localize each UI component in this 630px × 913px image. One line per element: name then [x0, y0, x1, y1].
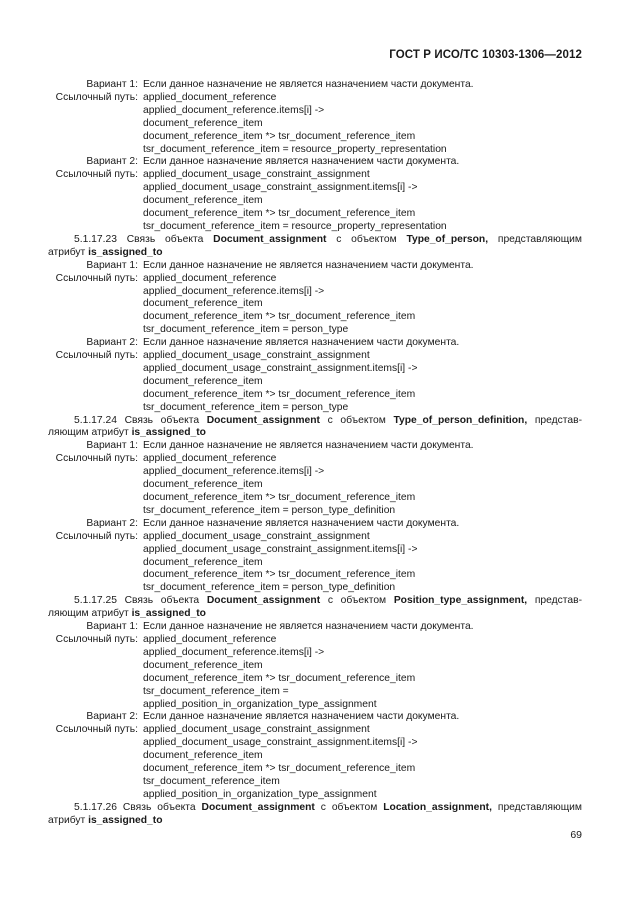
label-spacer [48, 686, 143, 699]
heading-text: с объектом [326, 233, 407, 245]
reference-path-text: document_reference_item [143, 375, 263, 387]
label-spacer [48, 750, 143, 763]
label-spacer [48, 376, 143, 389]
heading-text: представляющим [488, 233, 582, 245]
entity-name: Document_assignment [201, 801, 315, 813]
attribute-name: is_assigned_to [88, 814, 163, 826]
reference-path-text: tsr_document_reference_item = person_type_definition [143, 504, 396, 516]
reference-path-text: tsr_document_reference_item [143, 775, 280, 787]
reference-path-line [48, 221, 582, 234]
entity-name: Position_type_assignment, [393, 595, 528, 607]
label-spacer [48, 286, 143, 299]
reference-path-text: applied_document_reference [143, 633, 277, 645]
document-header: ГОСТ Р ИСО/ТС 10303-1306—2012 [389, 49, 582, 61]
reference-path-row [48, 350, 582, 363]
reference-path-text: applied_document_reference.items[i] -> [143, 646, 325, 658]
reference-path-line [48, 557, 582, 570]
heading-text: ляющим атрибут [48, 427, 132, 439]
label-spacer [48, 105, 143, 118]
entity-name: Document_assignment [206, 595, 321, 607]
reference-path-label: Ссылочный путь: [55, 724, 138, 736]
reference-path-line [48, 582, 582, 595]
reference-path-text: document_reference_item *> tsr_document_reference_item [143, 130, 416, 142]
reference-path-line [48, 699, 582, 712]
reference-path-text: document_reference_item *> tsr_document_reference_item [143, 388, 416, 400]
reference-path-line [48, 118, 582, 131]
reference-path-label: Ссылочный путь: [55, 91, 138, 103]
reference-path-line [48, 647, 582, 660]
label-spacer [48, 363, 143, 376]
reference-path-text: tsr_document_reference_item = resource_property_representation [143, 220, 447, 232]
variant-condition: Если данное назначение не является назначением части документа. [143, 440, 474, 452]
variant-label: Вариант 2: [86, 156, 138, 168]
label-spacer [48, 557, 143, 570]
reference-path-line [48, 737, 582, 750]
reference-path-text: document_reference_item [143, 298, 263, 310]
reference-path-text: applied_document_usage_constraint_assignment.items[i] -> [143, 737, 418, 749]
reference-path-line [48, 105, 582, 118]
reference-path-text: applied_document_usage_constraint_assignment [143, 169, 370, 181]
label-spacer [48, 311, 143, 324]
heading-text: 5.1.17.23 Связь объекта [74, 233, 214, 245]
reference-path-line [48, 208, 582, 221]
heading-text: представ- [527, 595, 583, 607]
label-spacer [48, 699, 143, 712]
reference-path-line [48, 750, 582, 763]
reference-path-line [48, 789, 582, 802]
reference-path-text: document_reference_item *> tsr_document_reference_item [143, 492, 416, 503]
label-spacer [48, 324, 143, 337]
attribute-name: is_assigned_to [131, 427, 206, 439]
heading-text: ляющим атрибут [48, 608, 132, 620]
reference-path-text: document_reference_item [143, 117, 263, 129]
reference-path-line [48, 660, 582, 673]
heading-text: 5.1.17.24 Связь объекта [74, 414, 207, 426]
label-spacer [48, 660, 143, 673]
reference-path-line [48, 182, 582, 195]
reference-path-line [48, 505, 582, 518]
attribute-name: is_assigned_to [131, 608, 206, 620]
entity-name: Location_assignment, [383, 801, 492, 813]
label-spacer [48, 647, 143, 660]
reference-path-line [48, 763, 582, 776]
label-spacer [48, 298, 143, 311]
variant-row [48, 260, 582, 273]
reference-path-text: applied_document_reference.items[i] -> [143, 285, 325, 297]
entity-name: Type_of_person, [406, 233, 489, 245]
reference-path-text: document_reference_item *> tsr_document_reference_item [143, 569, 416, 581]
reference-path-label: Ссылочный путь: [55, 633, 138, 645]
reference-path-text: applied_position_in_organization_type_assignment [143, 698, 377, 710]
label-spacer [48, 195, 143, 208]
heading-text: представ- [527, 414, 583, 426]
variant-condition: Если данное назначение не является назначением части документа. [143, 79, 474, 90]
heading-text: с объектом [319, 414, 394, 426]
reference-path-line [48, 673, 582, 686]
reference-path-text: applied_document_reference.items[i] -> [143, 466, 325, 478]
reference-path-line [48, 363, 582, 376]
clause-heading-line [48, 427, 206, 438]
variant-condition: Если данное назначение не является назначением части документа. [143, 259, 474, 271]
label-spacer [48, 466, 143, 479]
reference-path-text: tsr_document_reference_item = person_type [143, 401, 349, 413]
variant-label: Вариант 1: [86, 621, 138, 633]
reference-path-line [48, 286, 582, 299]
variant-row [48, 156, 582, 169]
reference-path-text: applied_document_reference [143, 453, 277, 465]
reference-path-text: tsr_document_reference_item = [143, 685, 289, 697]
reference-path-line [48, 569, 582, 582]
variant-label: Вариант 2: [86, 711, 138, 723]
reference-path-text: document_reference_item [143, 659, 263, 671]
reference-path-row [48, 634, 582, 647]
heading-text: атрибут [48, 814, 89, 826]
reference-path-text: tsr_document_reference_item = resource_property_representation [143, 143, 447, 155]
label-spacer [48, 763, 143, 776]
reference-path-text: applied_document_reference [143, 91, 277, 103]
reference-path-text: applied_document_usage_constraint_assignment.items[i] -> [143, 543, 418, 555]
reference-path-text: document_reference_item [143, 195, 263, 207]
clause-heading [48, 802, 582, 828]
reference-path-text: document_reference_item *> tsr_document_reference_item [143, 763, 416, 775]
label-spacer [48, 131, 143, 144]
reference-path-text: document_reference_item *> tsr_document_reference_item [143, 208, 416, 220]
reference-path-text: document_reference_item [143, 750, 263, 762]
clause-heading-line [48, 802, 582, 815]
clause-heading [48, 595, 582, 621]
variant-label: Вариант 2: [86, 517, 138, 529]
variant-condition: Если данное назначение является назначением части документа. [143, 517, 460, 529]
reference-path-label: Ссылочный путь: [55, 350, 138, 362]
variant-row [48, 337, 582, 350]
reference-path-row [48, 273, 582, 286]
reference-path-text: tsr_document_reference_item = person_type_definition [143, 582, 396, 594]
reference-path-text: applied_document_usage_constraint_assignment [143, 350, 370, 362]
label-spacer [48, 569, 143, 582]
reference-path-line [48, 776, 582, 789]
reference-path-text: applied_document_usage_constraint_assignment [143, 724, 370, 736]
label-spacer [48, 582, 143, 595]
variant-condition: Если данное назначение не является назначением части документа. [143, 621, 474, 633]
entity-name: Type_of_person_definition, [393, 414, 528, 426]
document-body [48, 79, 582, 828]
variant-row [48, 79, 582, 92]
reference-path-line [48, 544, 582, 557]
clause-heading-line [48, 415, 582, 428]
clause-heading [48, 234, 582, 260]
reference-path-text: applied_document_usage_constraint_assignment.items[i] -> [143, 362, 418, 374]
clause-heading-line [48, 247, 163, 258]
reference-path-text: document_reference_item *> tsr_document_reference_item [143, 311, 416, 323]
heading-text: атрибут [48, 246, 89, 258]
reference-path-text: document_reference_item *> tsr_document_reference_item [143, 672, 416, 684]
reference-path-row [48, 531, 582, 544]
label-spacer [48, 776, 143, 789]
variant-label: Вариант 1: [86, 79, 138, 90]
variant-condition: Если данное назначение является назначением части документа. [143, 156, 460, 168]
clause-heading [48, 415, 582, 441]
reference-path-line [48, 479, 582, 492]
variant-row [48, 711, 582, 724]
reference-path-text: applied_document_reference.items[i] -> [143, 104, 325, 116]
page-number: 69 [570, 829, 582, 841]
label-spacer [48, 208, 143, 221]
label-spacer [48, 492, 143, 505]
reference-path-row [48, 92, 582, 105]
label-spacer [48, 737, 143, 750]
label-spacer [48, 673, 143, 686]
heading-text: 5.1.17.26 Связь объекта [74, 801, 202, 813]
reference-path-line [48, 144, 582, 157]
reference-path-text: applied_document_reference [143, 272, 277, 284]
reference-path-label: Ссылочный путь: [55, 530, 138, 542]
variant-row [48, 440, 582, 453]
label-spacer [48, 118, 143, 131]
entity-name: Document_assignment [213, 233, 327, 245]
reference-path-text: applied_position_in_organization_type_assignment [143, 788, 377, 800]
heading-text: представляющим [491, 801, 583, 813]
reference-path-label: Ссылочный путь: [55, 453, 138, 465]
label-spacer [48, 505, 143, 518]
reference-path-line [48, 686, 582, 699]
reference-path-row [48, 169, 582, 182]
label-spacer [48, 479, 143, 492]
reference-path-line [48, 402, 582, 415]
reference-path-text: document_reference_item [143, 479, 263, 491]
variant-condition: Если данное назначение является назначением части документа. [143, 337, 460, 349]
reference-path-line [48, 311, 582, 324]
heading-text: 5.1.17.25 Связь объекта [74, 595, 207, 607]
label-spacer [48, 389, 143, 402]
reference-path-row [48, 724, 582, 737]
heading-text: с объектом [314, 801, 384, 813]
entity-name: Document_assignment [206, 414, 320, 426]
variant-label: Вариант 1: [86, 259, 138, 271]
label-spacer [48, 221, 143, 234]
reference-path-line [48, 195, 582, 208]
label-spacer [48, 402, 143, 415]
label-spacer [48, 182, 143, 195]
reference-path-line [48, 389, 582, 402]
reference-path-text: applied_document_usage_constraint_assignment [143, 530, 370, 542]
variant-condition: Если данное назначение является назначением части документа. [143, 711, 460, 723]
clause-heading-line [48, 595, 582, 608]
reference-path-line [48, 324, 582, 337]
reference-path-label: Ссылочный путь: [55, 272, 138, 284]
clause-heading-line [48, 608, 206, 619]
variant-label: Вариант 1: [86, 440, 138, 452]
reference-path-text: tsr_document_reference_item = person_type [143, 324, 349, 336]
variant-row [48, 621, 582, 634]
clause-heading-line [48, 815, 163, 826]
variant-row [48, 518, 582, 531]
reference-path-line [48, 298, 582, 311]
heading-text: с объектом [320, 595, 394, 607]
reference-path-line [48, 492, 582, 505]
attribute-name: is_assigned_to [88, 246, 163, 258]
label-spacer [48, 789, 143, 802]
reference-path-row [48, 453, 582, 466]
label-spacer [48, 144, 143, 157]
reference-path-text: applied_document_usage_constraint_assignment.items[i] -> [143, 182, 418, 194]
reference-path-line [48, 376, 582, 389]
reference-path-line [48, 466, 582, 479]
label-spacer [48, 544, 143, 557]
reference-path-label: Ссылочный путь: [55, 169, 138, 181]
clause-heading-line [48, 234, 582, 247]
variant-label: Вариант 2: [86, 337, 138, 349]
reference-path-line [48, 131, 582, 144]
reference-path-text: document_reference_item [143, 556, 263, 568]
